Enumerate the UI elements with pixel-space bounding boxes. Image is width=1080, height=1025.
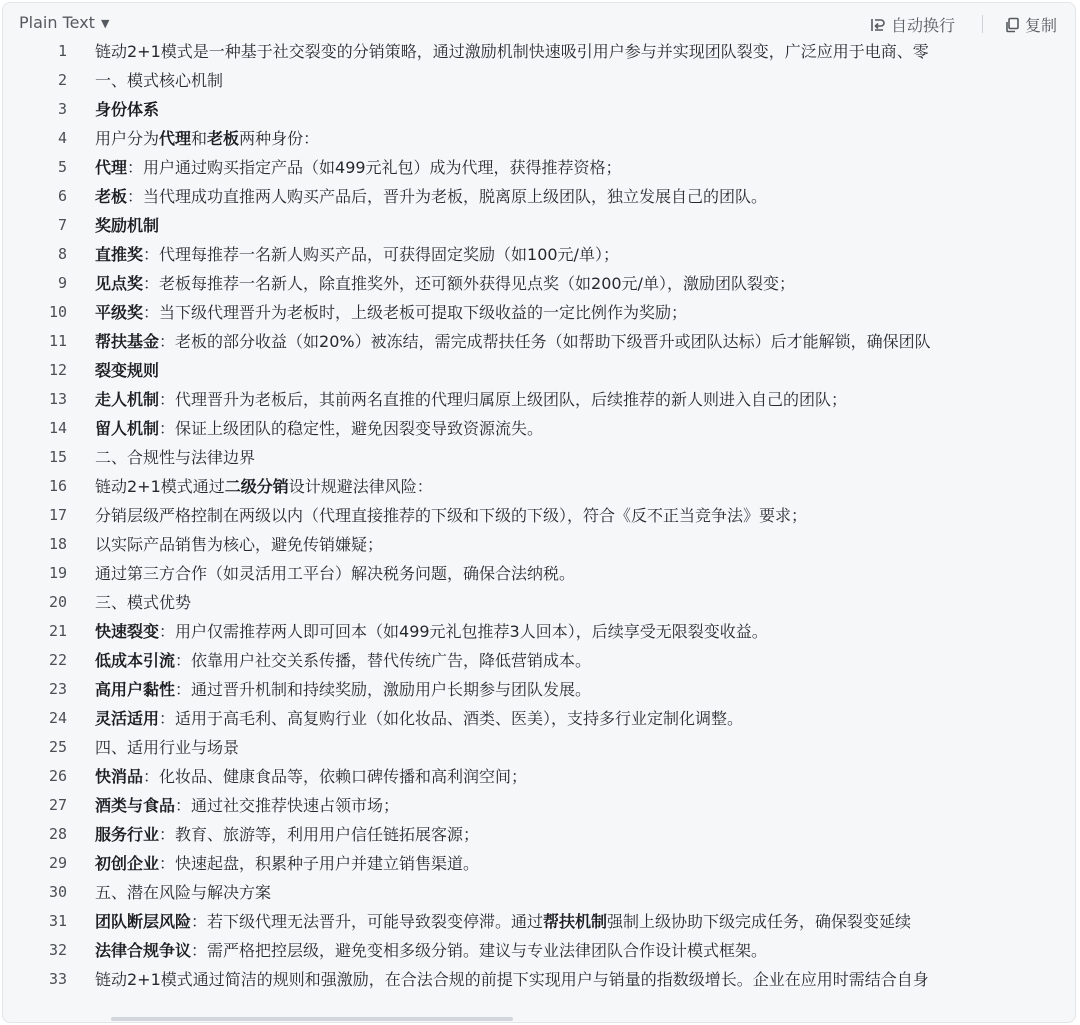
line-number: 24 <box>48 708 67 727</box>
line-text <box>67 590 191 613</box>
text-segment: 链动2+1模式通过 <box>95 477 225 496</box>
line-text <box>67 503 807 526</box>
code-line <box>3 500 1075 529</box>
line-text <box>67 242 619 265</box>
line-text <box>67 909 911 932</box>
line-number: 31 <box>48 911 67 930</box>
line-number: 25 <box>48 737 67 756</box>
line-text <box>67 416 543 439</box>
line-number: 32 <box>48 940 67 959</box>
text-segment: ：通过晋升机制和持续奖励，激励用户长期参与团队发展。 <box>175 680 592 699</box>
line-number: 26 <box>48 766 67 785</box>
text-segment: 和 <box>191 129 208 148</box>
line-text <box>67 184 767 207</box>
line-number: 18 <box>48 534 67 553</box>
line-number: 15 <box>48 447 67 466</box>
line-text <box>67 561 575 584</box>
code-line <box>3 239 1075 268</box>
code-line <box>3 761 1075 790</box>
line-number: 9 <box>57 273 67 292</box>
code-line <box>3 471 1075 500</box>
text-segment: 链动2+1模式是一种基于社交裂变的分销策略，通过激励机制快速吸引用户参与并实现团队裂变，广泛应用于电商、零 <box>95 42 929 61</box>
text-segment: ：老板的部分收益（如20%）被冻结，需完成帮扶任务（如帮助下级晋升或团队达标）后才能解锁，确保团队 <box>159 332 931 351</box>
code-line <box>3 36 1075 65</box>
bold-text: 代理 <box>159 129 192 148</box>
code-line <box>3 616 1075 645</box>
line-text <box>67 735 239 758</box>
bold-text: 快消品 <box>95 767 144 786</box>
code-line <box>3 94 1075 123</box>
text-segment: ：教育、旅游等，利用用户信任链拓展客源； <box>159 825 480 844</box>
bold-text: 奖励机制 <box>95 216 160 235</box>
text-segment: 强制上级协助下级完成任务，确保裂变延续 <box>607 912 912 931</box>
line-number: 7 <box>57 215 67 234</box>
line-number: 16 <box>48 476 67 495</box>
code-line <box>3 935 1075 964</box>
text-segment: 二、合规性与法律边界 <box>95 448 256 467</box>
text-segment: ：当下级代理晋升为老板时，上级老板可提取下级收益的一定比例作为奖励； <box>143 303 688 322</box>
code-line <box>3 326 1075 355</box>
text-segment: 一、模式核心机制 <box>95 71 224 90</box>
line-number: 4 <box>57 128 67 147</box>
line-text <box>67 300 687 323</box>
line-number: 6 <box>57 186 67 205</box>
bold-text: 团队断层风险 <box>95 912 192 931</box>
text-segment: ：代理晋升为老板后，其前两名直推的代理归属原上级团队，后续推荐的新人则进入自己的团队； <box>159 390 848 409</box>
bold-text: 快速裂变 <box>95 622 160 641</box>
code-line <box>3 964 1075 993</box>
line-text <box>67 532 383 555</box>
line-number: 13 <box>48 389 67 408</box>
horizontal-scrollbar[interactable] <box>111 1017 513 1021</box>
language-label: Plain Text <box>19 13 95 32</box>
text-segment: 用户分为 <box>95 129 160 148</box>
code-line <box>3 558 1075 587</box>
auto-wrap-label: 自动换行 <box>891 16 956 35</box>
caret-down-icon: ▼ <box>100 16 110 30</box>
code-line <box>3 413 1075 442</box>
code-line <box>3 181 1075 210</box>
code-line <box>3 355 1075 384</box>
line-text <box>67 126 319 149</box>
code-line <box>3 152 1075 181</box>
line-number: 2 <box>57 70 67 89</box>
line-text <box>67 445 255 468</box>
bold-text: 低成本引流 <box>95 651 176 670</box>
bold-text: 酒类与食品 <box>95 796 176 815</box>
line-text <box>67 387 847 410</box>
bold-text: 帮扶基金 <box>95 332 160 351</box>
line-text <box>67 97 159 120</box>
bold-text: 裂变规则 <box>95 361 160 380</box>
line-text <box>67 764 527 787</box>
code-line <box>3 65 1075 94</box>
line-number: 23 <box>48 679 67 698</box>
copy-icon <box>1003 16 1021 34</box>
text-segment: 三、模式优势 <box>95 593 192 612</box>
bold-text: 服务行业 <box>95 825 160 844</box>
code-line <box>3 819 1075 848</box>
line-number: 14 <box>48 418 67 437</box>
bold-text: 帮扶机制 <box>543 912 608 931</box>
line-text <box>67 851 479 874</box>
code-line <box>3 529 1075 558</box>
bold-text: 灵活适用 <box>95 709 160 728</box>
line-number: 21 <box>48 621 67 640</box>
copy-label: 复制 <box>1025 16 1058 35</box>
line-number: 20 <box>48 592 67 611</box>
line-text <box>67 329 931 352</box>
line-text <box>67 68 223 91</box>
bold-text: 初创企业 <box>95 854 160 873</box>
bold-text: 高用户黏性 <box>95 680 176 699</box>
line-number: 28 <box>48 824 67 843</box>
code-line <box>3 123 1075 152</box>
line-number: 29 <box>48 853 67 872</box>
bold-text: 平级奖 <box>95 303 144 322</box>
text-segment: ：用户通过购买指定产品（如499元礼包）成为代理，获得推荐资格； <box>127 158 622 177</box>
text-segment: ：用户仅需推荐两人即可回本（如499元礼包推荐3人回本），后续享受无限裂变收益。 <box>159 622 768 641</box>
text-segment: 以实际产品销售为核心，避免传销嫌疑； <box>95 535 384 554</box>
code-content[interactable] <box>3 36 1075 1016</box>
code-line <box>3 645 1075 674</box>
line-text <box>67 880 271 903</box>
text-segment: 设计规避法律风险： <box>288 477 433 496</box>
text-segment: 两种身份： <box>239 129 320 148</box>
line-number: 3 <box>57 99 67 118</box>
text-segment: ：依靠用户社交关系传播，替代传统广告，降低营销成本。 <box>175 651 592 670</box>
line-number: 1 <box>57 41 67 60</box>
line-text <box>67 793 399 816</box>
copy-button[interactable] <box>1003 13 1057 36</box>
bold-text: 留人机制 <box>95 419 160 438</box>
bold-text: 老板 <box>95 187 128 206</box>
line-number: 12 <box>48 360 67 379</box>
text-segment: 分销层级严格控制在两级以内（代理直接推荐的下级和下级的下级），符合《反不正当竞争法》要求； <box>95 506 808 525</box>
text-segment: ：适用于高毛利、高复购行业（如化妆品、酒类、医美），支持多行业定制化调整。 <box>159 709 744 728</box>
line-text <box>67 155 622 178</box>
text-segment: ：通过社交推荐快速占领市场； <box>175 796 400 815</box>
code-line <box>3 384 1075 413</box>
text-segment: ：若下级代理无法晋升，可能导致裂变停滞。通过 <box>191 912 544 931</box>
code-line <box>3 268 1075 297</box>
code-block <box>2 2 1076 1023</box>
bold-text: 见点奖 <box>95 274 144 293</box>
text-segment: 四、适用行业与场景 <box>95 738 240 757</box>
bold-text: 代理 <box>95 158 128 177</box>
wrap-icon <box>869 16 887 34</box>
line-text <box>67 213 159 236</box>
line-text <box>67 822 479 845</box>
text-segment: 通过第三方合作（如灵活用工平台）解决税务问题，确保合法纳税。 <box>95 564 576 583</box>
text-segment: ：化妆品、健康食品等，依赖口碑传播和高利润空间； <box>143 767 528 786</box>
line-text <box>67 619 768 642</box>
text-segment: ：需严格把控层级，避免变相多级分销。建议与专业法律团队合作设计模式框架。 <box>191 941 768 960</box>
bold-text: 老板 <box>207 129 240 148</box>
code-line <box>3 587 1075 616</box>
line-number: 5 <box>57 157 67 176</box>
text-segment: ：当代理成功直推两人购买产品后，晋升为老板，脱离原上级团队，独立发展自己的团队。 <box>127 187 768 206</box>
code-line <box>3 210 1075 239</box>
code-line <box>3 732 1075 761</box>
line-number: 17 <box>48 505 67 524</box>
line-number: 33 <box>48 969 67 988</box>
line-text <box>67 706 743 729</box>
line-number: 8 <box>57 244 67 263</box>
line-text <box>67 271 795 294</box>
line-number: 10 <box>48 302 67 321</box>
toolbar-divider <box>982 15 983 33</box>
line-number: 11 <box>48 331 67 350</box>
text-segment: 链动2+1模式通过简洁的规则和强激励，在合法合规的前提下实现用户与销量的指数级增长。企业在应用时需结合自身 <box>95 970 929 989</box>
line-text <box>67 358 159 381</box>
bold-text: 身份体系 <box>95 100 160 119</box>
text-segment: ：保证上级团队的稳定性，避免因裂变导致资源流失。 <box>159 419 544 438</box>
line-text <box>67 938 767 961</box>
code-line <box>3 906 1075 935</box>
code-line <box>3 790 1075 819</box>
code-line <box>3 674 1075 703</box>
bold-text: 直推奖 <box>95 245 144 264</box>
text-segment: ：老板每推荐一名新人，除直推奖外，还可额外获得见点奖（如200元/单），激励团队裂变； <box>143 274 795 293</box>
code-line <box>3 442 1075 471</box>
line-text <box>67 474 433 497</box>
line-number: 19 <box>48 563 67 582</box>
line-number: 22 <box>48 650 67 669</box>
text-segment: ：代理每推荐一名新人购买产品，可获得固定奖励（如100元/单）； <box>143 245 619 264</box>
line-text <box>67 648 591 671</box>
code-line <box>3 297 1075 326</box>
text-segment: 五、潜在风险与解决方案 <box>95 883 272 902</box>
language-selector[interactable] <box>19 13 109 32</box>
code-line <box>3 703 1075 732</box>
line-number: 27 <box>48 795 67 814</box>
line-text <box>67 967 929 990</box>
auto-wrap-button[interactable] <box>869 13 955 36</box>
bold-text: 二级分销 <box>224 477 289 496</box>
line-number: 30 <box>48 882 67 901</box>
bold-text: 走人机制 <box>95 390 160 409</box>
text-segment: ：快速起盘，积累种子用户并建立销售渠道。 <box>159 854 480 873</box>
line-text <box>67 39 929 62</box>
line-text <box>67 677 591 700</box>
bold-text: 法律合规争议 <box>95 941 192 960</box>
code-line <box>3 848 1075 877</box>
code-line <box>3 877 1075 906</box>
